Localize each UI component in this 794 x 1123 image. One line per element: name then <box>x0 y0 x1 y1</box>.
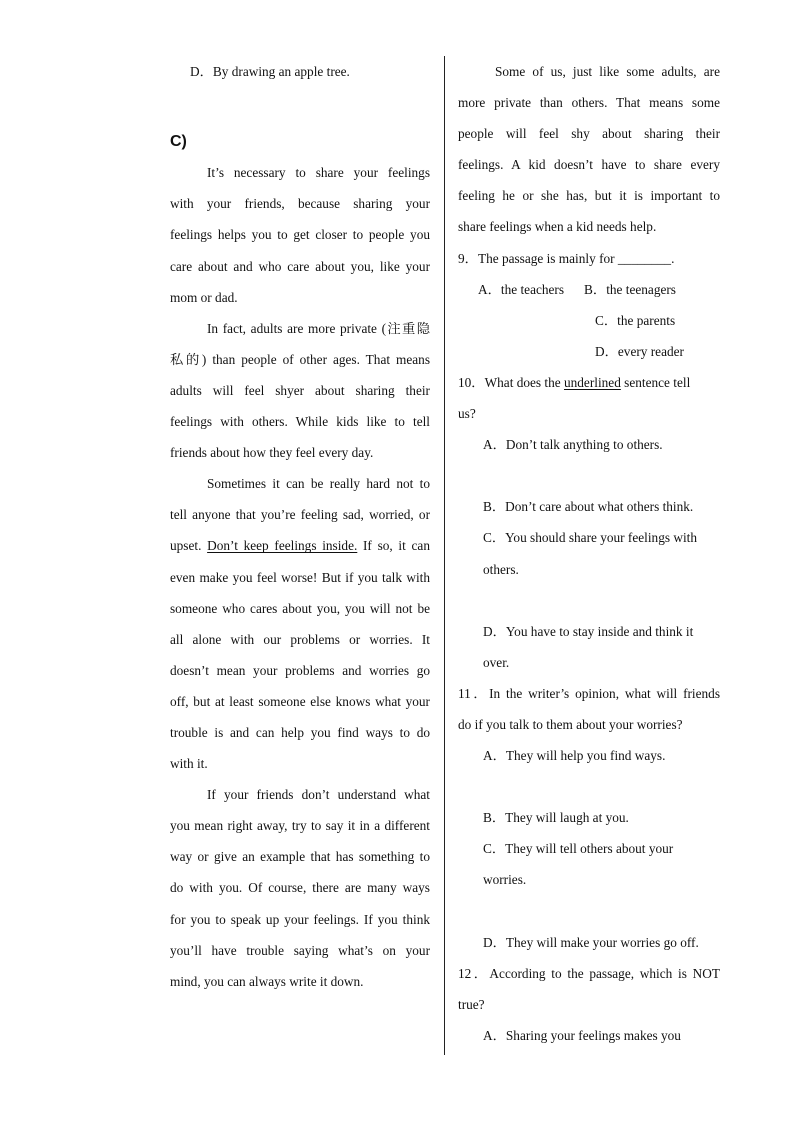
option-b: B．Don’t care about what others think. <box>483 499 694 515</box>
text-line: more private than others. That means some <box>458 95 720 111</box>
text-line: feelings helps you to get closer to people you <box>170 227 430 243</box>
question-stem: 12．According to the passage, which is NOT <box>458 965 720 981</box>
text-line: for you to speak up your feelings. If you think <box>170 911 430 927</box>
right-column <box>458 56 720 1051</box>
text-line: friends about how they feel every day. <box>170 445 374 461</box>
question-stem: 11．In the writer’s opinion, what will friends <box>458 685 720 701</box>
option-a: A．Don’t talk anything to others. <box>483 437 663 453</box>
text-line: Some of us, just like some adults, are <box>495 64 720 79</box>
text-line: Sometimes it can be really hard not to <box>207 476 430 492</box>
paragraph-5 <box>458 56 720 243</box>
text-line: It’s necessary to share your feelings <box>207 165 430 181</box>
question-stem-cont: true? <box>458 996 485 1012</box>
paragraph-2 <box>170 313 430 468</box>
text-line: you’ll have trouble saying what’s on your <box>170 942 430 958</box>
option-a: A．Sharing your feelings makes you <box>483 1027 681 1043</box>
option-c-cont: worries. <box>483 872 527 888</box>
option-d: D．You have to stay inside and think it <box>483 623 694 639</box>
text-line: care about and who care about you, like your <box>170 258 430 274</box>
text-line: people will feel shy about sharing their <box>458 126 720 142</box>
text-line: doesn’t mean your problems and worries go <box>170 662 430 678</box>
underlined-sentence: Don’t keep feelings inside. <box>207 538 358 554</box>
question-stem-cont: us? <box>458 406 476 422</box>
option-c: C．They will tell others about your <box>483 841 674 857</box>
text-line: If your friends don’t understand what <box>207 787 430 803</box>
option-d-prev: D．By drawing an apple tree. <box>190 64 350 79</box>
text-line: someone who cares about you, you will not be <box>170 600 430 616</box>
question-12 <box>458 958 720 1051</box>
text-line: mind, you can always write it down. <box>170 973 364 989</box>
section-heading: C) <box>170 133 187 151</box>
option-a: A．They will help you find ways. <box>483 748 666 764</box>
text-line: way or give an example that has something to <box>170 849 430 865</box>
question-stem: 9．The passage is mainly for ________. <box>458 250 675 266</box>
question-9 <box>458 243 720 367</box>
text-line: you mean right away, try to say it in a different <box>170 818 430 834</box>
text-line: off, but at least someone else knows what your <box>170 693 430 709</box>
option-d: D．every reader <box>595 343 684 359</box>
text-line: mom or dad. <box>170 289 238 305</box>
paragraph-1 <box>170 157 430 312</box>
option-d-cont: over. <box>483 654 510 670</box>
option-c: C．You should share your feelings with <box>483 530 697 546</box>
option-d: D．They will make your worries go off. <box>483 934 699 950</box>
text-run: If so, it can <box>357 538 430 554</box>
text-line: tell anyone that you’re feeling sad, worried, or <box>170 507 430 523</box>
option-row <box>458 274 720 305</box>
text-line: feelings with others. While kids like to tell <box>170 414 430 430</box>
text-line: all alone with our problems or worries. It <box>170 631 430 647</box>
option-c: C．the parents <box>595 312 676 328</box>
question-stem <box>458 367 720 398</box>
text-line: with your friends, because sharing your <box>170 196 430 212</box>
text-line: In fact, adults are more private (注重隐 <box>207 320 430 336</box>
text-line: adults will feel shyer about sharing their <box>170 382 430 398</box>
text-line: trouble is and can help you find ways to do <box>170 724 430 740</box>
left-column <box>170 56 430 997</box>
column-divider <box>444 56 445 1055</box>
paragraph-3 <box>170 468 430 779</box>
underlined-word: underlined <box>563 374 621 390</box>
text-line: even make you feel worse! But if you talk with <box>170 569 430 585</box>
question-11 <box>458 678 720 958</box>
text-line: with it. <box>170 756 208 772</box>
text-run: sentence tell <box>620 374 691 390</box>
text-line: share feelings when a kid needs help. <box>458 219 657 235</box>
question-10 <box>458 367 720 678</box>
text-line: feelings. A kid doesn’t have to share every <box>458 157 720 173</box>
option-c-cont: others. <box>483 561 519 577</box>
text-run: upset. <box>170 538 208 554</box>
paragraph-4 <box>170 779 430 997</box>
text-line: feeling he or she has, but it is important to <box>458 188 720 204</box>
option-a: A．the teachers <box>478 281 565 297</box>
text-line: do with you. Of course, there are many ways <box>170 880 430 896</box>
text-line: 私的) than people of other ages. That means <box>170 351 430 367</box>
question-stem-cont: do if you talk to them about your worries? <box>458 716 683 732</box>
text-run: 10．What does the <box>458 374 564 390</box>
option-b: B．the teenagers <box>584 281 676 297</box>
option-b: B．They will laugh at you. <box>483 810 629 826</box>
text-line-with-underline <box>170 530 430 561</box>
